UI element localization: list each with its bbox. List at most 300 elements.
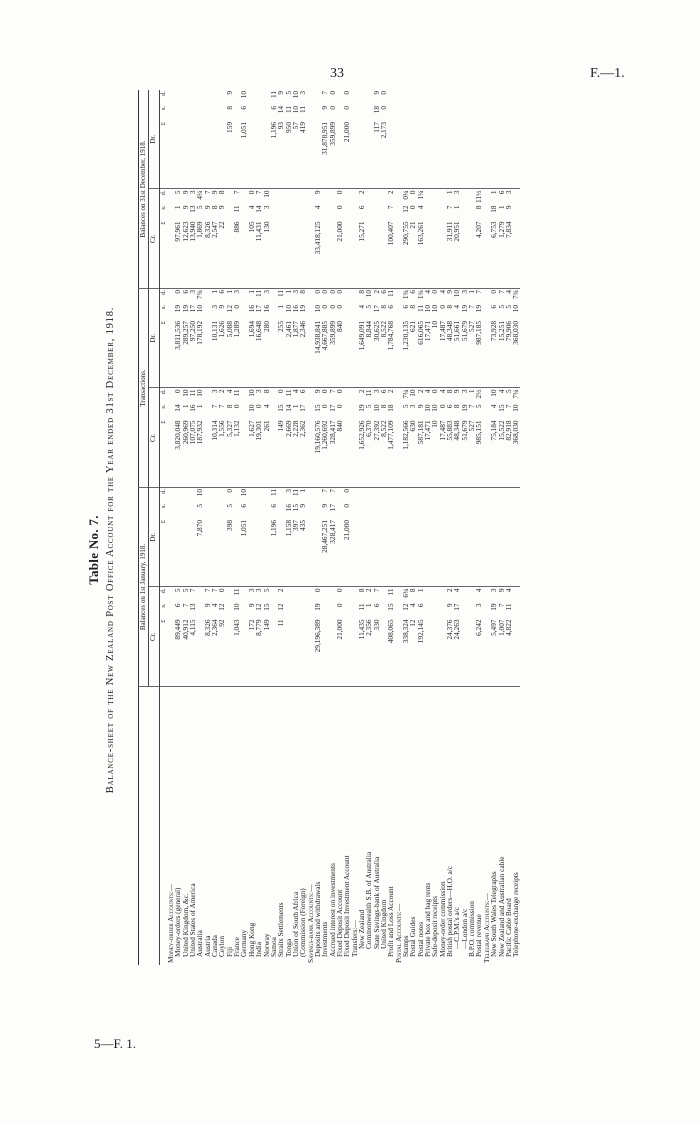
o-cr-pence: 11: [232, 588, 242, 596]
c-dr-pounds: 31,878,951: [320, 122, 330, 155]
t-cr-shillings: 1: [290, 404, 300, 409]
c-dr-pence: 7: [320, 91, 330, 95]
c-cr-pence: [285, 189, 292, 205]
o-cr-pounds: 89,449: [173, 619, 183, 640]
c-cr-shillings: 8: [474, 205, 484, 210]
c-cr-pence: 9: [210, 190, 220, 195]
t-cr-shillings: 5: [364, 404, 374, 409]
c-dr-shillings: [255, 105, 262, 120]
c-dr-pence: 9: [371, 91, 381, 95]
t-cr-pounds: 8,522: [379, 420, 388, 437]
t-cr-shillings: 4: [489, 404, 499, 409]
o-dr-pounds: 7,870: [195, 520, 205, 537]
t-dr-shillings: 4: [356, 305, 366, 309]
row-label: Transfers:—: [351, 687, 358, 966]
t-dr-pounds: 289,257: [180, 321, 190, 345]
c-cr-pounds: [343, 220, 350, 276]
o-cr-shillings: [292, 603, 299, 618]
t-dr-pence: 7¾: [511, 290, 521, 300]
o-dr-shillings: [351, 503, 358, 518]
c-dr-pounds: [182, 120, 189, 176]
table-row: [475, 90, 482, 965]
o-dr-pence: [358, 488, 365, 504]
o-dr-shillings: [387, 503, 394, 518]
o-cr-pence: 2: [276, 588, 286, 593]
o-dr-shillings: [505, 503, 512, 518]
c-cr-pounds: 22: [217, 221, 227, 229]
t-dr-pence: 6: [217, 290, 227, 294]
unit-pound: £: [159, 520, 167, 524]
t-dr-shillings: 6: [386, 305, 396, 309]
t-cr-pence: 0: [276, 389, 286, 394]
t-cr-pence: 10: [489, 389, 499, 397]
t-cr-pounds: 1,132: [232, 420, 242, 437]
rotated-table-page: [86, 80, 616, 1020]
t-dr-pounds: 178,192: [195, 321, 205, 345]
c-cr-pounds: 163,261: [415, 221, 425, 246]
o-cr-pounds: [461, 618, 468, 674]
row-label: Fixed Deposit Account: [336, 687, 343, 966]
c-cr-pence: 6: [496, 190, 506, 195]
o-cr-shillings: 11: [503, 603, 513, 611]
row-label: India: [255, 687, 262, 966]
t-cr-pence: 7¾: [401, 389, 411, 399]
c-cr-pence: 0: [408, 190, 418, 195]
c-dr-pence: 0: [342, 91, 352, 95]
c-dr-pence: [167, 90, 174, 105]
c-cr-shillings: 9: [503, 205, 513, 210]
c-dr-shillings: 0: [342, 106, 352, 110]
c-dr-pounds: [468, 120, 475, 176]
o-cr-shillings: 9: [445, 603, 455, 608]
c-dr-shillings: [402, 105, 409, 120]
o-dr-pence: [505, 488, 512, 504]
t-cr-pence: 0: [334, 389, 344, 394]
t-dr-pence: 11: [386, 290, 396, 298]
c-cr-pence: 9: [312, 190, 322, 195]
c-dr-pence: [468, 90, 475, 105]
o-dr-pence: 0: [224, 489, 234, 493]
o-cr-pence: [321, 587, 328, 603]
table-row: [424, 90, 431, 965]
o-dr-pounds: [387, 518, 394, 574]
t-dr-pence: 3: [232, 290, 242, 294]
table-row: [453, 90, 460, 965]
o-cr-pounds: 24,376: [445, 619, 455, 640]
row-label: Australia: [196, 687, 203, 966]
c-cr-pence: 0: [246, 190, 256, 195]
row-label: Fiji: [226, 687, 233, 966]
t-dr-pence: 6: [379, 290, 388, 294]
c-dr-pence: [358, 90, 365, 105]
c-dr-shillings: 0: [379, 106, 388, 110]
c-dr-pounds: [196, 120, 203, 176]
o-dr-shillings: [211, 503, 218, 518]
t-dr-pounds: 17,471: [423, 321, 433, 342]
t-cr-shillings: 10: [511, 404, 521, 412]
o-dr-shillings: [365, 503, 372, 518]
c-dr-pence: 0: [379, 91, 388, 95]
c-dr-shillings: [196, 105, 203, 120]
c-dr-pence: 10: [239, 91, 249, 99]
c-dr-pounds: [505, 120, 512, 176]
o-dr-shillings: [490, 503, 497, 518]
c-cr-pence: 2: [356, 190, 366, 195]
o-cr-shillings: 15: [386, 603, 396, 611]
o-dr-pounds: [204, 518, 211, 574]
c-dr-pounds: 159: [224, 122, 234, 133]
o-dr-pence: [174, 488, 181, 504]
t-cr-pounds: 107,075: [188, 420, 198, 445]
c-dr-shillings: [387, 105, 394, 120]
o-cr-pounds: 338,324: [401, 619, 411, 644]
t-cr-pence: 11: [364, 389, 374, 397]
c-cr-shillings: 13: [188, 205, 198, 213]
c-cr-pounds: 886: [232, 221, 242, 233]
table-row: [387, 90, 394, 965]
table-row: [461, 90, 468, 965]
t-dr-shillings: 17: [188, 305, 198, 313]
c-cr-shillings: [461, 205, 468, 220]
o-dr-pence: 7: [327, 489, 337, 493]
o-dr-pence: [182, 488, 189, 504]
c-cr-pounds: 21,000: [334, 221, 344, 242]
c-cr-shillings: 12: [401, 205, 411, 213]
c-dr-pounds: [211, 120, 218, 176]
c-dr-pence: [248, 90, 255, 105]
closing-cr-header: Cr.: [149, 189, 159, 289]
t-dr-pounds: 1,877: [290, 321, 300, 338]
t-dr-pounds: 1,230,135: [401, 321, 411, 351]
row-label: Money-order Accounts:—: [167, 687, 174, 966]
o-dr-pounds: [475, 518, 482, 574]
o-cr-pence: 3: [254, 588, 264, 593]
c-cr-shillings: 6: [356, 205, 366, 210]
o-dr-shillings: [307, 503, 314, 518]
c-dr-pence: 9: [276, 91, 286, 95]
c-dr-shillings: [453, 105, 460, 120]
t-cr-shillings: 15: [312, 404, 322, 412]
t-dr-pounds: 527: [467, 321, 477, 332]
c-dr-pence: [255, 90, 262, 105]
c-cr-pence: [461, 189, 468, 205]
c-cr-pence: 0¾: [401, 190, 411, 200]
o-cr-pounds: 4,822: [503, 619, 513, 636]
t-cr-shillings: 0: [254, 404, 264, 409]
t-dr-shillings: 1: [276, 305, 286, 309]
unit-pence: d.: [159, 588, 167, 594]
t-dr-pounds: 30,625: [371, 321, 381, 342]
c-dr-shillings: [358, 105, 365, 120]
o-dr-shillings: 6: [239, 504, 249, 508]
t-cr-shillings: [343, 404, 350, 419]
o-dr-shillings: [431, 503, 438, 518]
o-cr-shillings: 12: [254, 603, 264, 611]
c-dr-pence: 10: [290, 91, 300, 99]
c-cr-pounds: [321, 220, 328, 276]
t-dr-pence: 6: [180, 290, 190, 294]
o-dr-pence: [167, 488, 174, 504]
t-cr-shillings: 14: [283, 404, 293, 412]
unit-pound: £: [159, 420, 167, 424]
t-cr-shillings: 10: [246, 404, 256, 412]
o-dr-shillings: 17: [327, 504, 337, 512]
t-cr-pounds: 527: [467, 420, 477, 432]
c-dr-pence: [424, 90, 431, 105]
c-dr-pounds: [475, 120, 482, 176]
c-dr-pounds: [255, 120, 262, 176]
c-dr-shillings: [307, 105, 314, 120]
c-cr-pence: 8: [217, 190, 227, 195]
t-dr-pence: 1¾: [401, 290, 411, 300]
c-cr-shillings: [424, 205, 431, 220]
c-cr-pounds: [270, 220, 277, 276]
page-code: F.—1.: [590, 66, 625, 81]
o-cr-pounds: [321, 618, 328, 674]
t-dr-pence: 3: [290, 290, 300, 294]
o-cr-pence: 7: [371, 588, 381, 593]
c-dr-pounds: [204, 120, 211, 176]
c-cr-shillings: 4: [415, 205, 425, 210]
t-cr-pence: 10: [195, 389, 205, 397]
c-dr-pence: 0: [327, 91, 337, 95]
c-dr-shillings: [409, 105, 416, 120]
o-dr-pounds: [373, 518, 380, 574]
o-dr-pounds: [351, 518, 358, 574]
t-dr-shillings: 10: [423, 305, 433, 313]
c-dr-pence: [461, 90, 468, 105]
o-dr-pounds: [167, 518, 174, 574]
opening-cr-header: Cr.: [149, 587, 159, 687]
row-label: (Commission (Foreign): [299, 687, 306, 966]
c-cr-pounds: 105: [246, 221, 256, 233]
t-cr-shillings: 7: [210, 404, 220, 409]
c-cr-pounds: [373, 220, 380, 276]
o-cr-pounds: 11: [276, 619, 286, 627]
c-cr-pounds: 1,869: [195, 221, 205, 238]
o-cr-pence: [285, 587, 292, 603]
row-label: Postal Accounts:—: [395, 687, 402, 966]
row-label: Hong Kong: [248, 687, 255, 966]
t-cr-pence: 4: [437, 389, 447, 394]
o-cr-shillings: 6: [415, 603, 425, 608]
t-dr-pence: 3: [261, 290, 271, 294]
c-cr-pounds: [285, 220, 292, 276]
t-dr-shillings: 19: [180, 305, 190, 313]
unit-pence: d.: [159, 190, 167, 196]
o-cr-pence: 2: [445, 588, 455, 593]
c-cr-pounds: 7,834: [503, 221, 513, 238]
o-dr-pence: [409, 488, 416, 504]
t-cr-pence: 3: [459, 389, 469, 394]
c-cr-shillings: 1: [173, 205, 183, 210]
o-cr-pence: 2: [364, 588, 374, 593]
c-cr-shillings: [277, 205, 284, 220]
o-dr-shillings: [483, 503, 490, 518]
o-dr-pounds: [461, 518, 468, 574]
c-cr-shillings: [343, 205, 350, 220]
c-cr-pence: 5: [173, 190, 183, 195]
o-dr-shillings: [498, 503, 505, 518]
unit-pound: £: [159, 619, 167, 623]
c-dr-shillings: [211, 105, 218, 120]
t-dr-pence: 7: [496, 290, 506, 294]
c-cr-pounds: 1,279: [496, 221, 506, 238]
t-cr-shillings: 8: [224, 404, 234, 409]
t-cr-pounds: 55,883: [445, 420, 455, 441]
t-dr-pounds: 14,938,841: [312, 321, 322, 354]
c-cr-pence: [299, 189, 306, 205]
transactions-cr-header: Cr.: [149, 388, 159, 488]
o-dr-pounds: 1,158: [283, 520, 293, 537]
o-cr-shillings: 4: [210, 603, 220, 608]
o-dr-pounds: [431, 518, 438, 574]
c-dr-pounds: 419: [298, 122, 308, 133]
c-dr-pence: [483, 90, 490, 105]
c-cr-pence: 7: [254, 190, 264, 195]
t-dr-pence: 0: [320, 290, 330, 294]
t-dr-pounds: 1,289: [232, 321, 242, 338]
c-dr-shillings: 10: [290, 106, 300, 114]
o-dr-pence: [373, 488, 380, 504]
t-dr-pence: 4: [503, 290, 513, 294]
o-cr-pounds: [512, 618, 519, 674]
o-dr-pence: [417, 488, 424, 504]
row-label: Investments: [321, 687, 328, 966]
unit-shilling: s.: [159, 305, 167, 310]
o-cr-pounds: 40,912: [180, 619, 190, 640]
o-dr-pence: 1: [298, 489, 308, 493]
unit-pound: £: [159, 122, 167, 126]
o-dr-pence: [483, 488, 490, 504]
c-dr-pence: [182, 90, 189, 105]
row-label: Tonga: [285, 687, 292, 966]
t-cr-pounds: 27,392: [371, 420, 381, 441]
t-cr-pounds: 1,260,692: [320, 420, 330, 450]
o-dr-pence: [402, 488, 409, 504]
c-dr-shillings: [174, 105, 181, 120]
o-dr-shillings: [174, 503, 181, 518]
o-dr-shillings: [512, 503, 519, 518]
t-dr-pence: 4: [437, 290, 447, 294]
c-cr-shillings: 14: [254, 205, 264, 213]
o-cr-pounds: 408,065: [386, 619, 396, 644]
o-cr-pence: 0: [334, 588, 344, 593]
o-dr-pounds: [409, 518, 416, 574]
c-cr-pounds: 4,207: [474, 221, 484, 238]
t-dr-pounds: 840: [334, 321, 344, 332]
o-dr-shillings: [417, 503, 424, 518]
t-dr-shillings: 16: [261, 305, 271, 313]
c-cr-pounds: 11,431: [254, 221, 264, 242]
c-dr-shillings: 6: [239, 106, 249, 110]
t-dr-pounds: [343, 319, 350, 375]
c-cr-pounds: 97,961: [173, 221, 183, 242]
o-cr-pence: 3: [489, 588, 499, 593]
o-dr-shillings: 9: [320, 504, 330, 508]
c-dr-pence: 9: [224, 91, 234, 95]
t-dr-pounds: 359,899: [327, 321, 337, 345]
c-cr-shillings: [512, 205, 519, 220]
row-label: Accrued interest on investments: [329, 687, 336, 966]
o-cr-shillings: 4: [408, 603, 418, 608]
o-dr-pounds: 397: [290, 520, 300, 531]
o-cr-shillings: 19: [489, 603, 499, 611]
o-cr-shillings: 15: [261, 603, 271, 611]
t-cr-pence: 7: [327, 389, 337, 394]
c-cr-pence: [373, 189, 380, 205]
row-label: Postal Guides: [409, 687, 416, 966]
o-dr-pounds: [453, 518, 460, 574]
o-cr-pounds: 29,196,389: [312, 619, 322, 653]
o-dr-pounds: [365, 518, 372, 574]
o-dr-pounds: [174, 518, 181, 574]
o-dr-pounds: 28,467,251: [320, 520, 330, 553]
o-dr-shillings: 5: [224, 504, 234, 508]
o-cr-pounds: 2,356: [364, 619, 374, 636]
row-label: Ceylon: [218, 687, 225, 966]
c-dr-pence: [409, 90, 416, 105]
c-dr-shillings: [189, 105, 196, 120]
c-dr-pounds: [167, 120, 174, 176]
c-cr-pounds: [512, 220, 519, 276]
t-dr-pence: 1: [210, 290, 220, 294]
t-cr-shillings: 1: [195, 404, 205, 409]
t-dr-shillings: 0: [320, 305, 330, 309]
t-cr-pence: 6: [298, 389, 308, 394]
t-dr-pounds: 1,784,768: [386, 321, 396, 351]
c-cr-shillings: 1: [452, 205, 462, 210]
c-cr-shillings: 3: [261, 205, 271, 210]
o-cr-pounds: [285, 618, 292, 674]
row-label: —C.P.M.'s a/c: [453, 687, 460, 966]
c-dr-pence: [351, 90, 358, 105]
c-cr-pounds: 20,951: [452, 221, 462, 242]
o-cr-pounds: [299, 618, 306, 674]
row-label: Stamps: [402, 687, 409, 966]
o-cr-pence: 5: [180, 588, 190, 593]
o-dr-pence: [211, 488, 218, 504]
o-cr-pence: [424, 587, 431, 603]
c-cr-pence: [424, 189, 431, 205]
c-cr-pence: 1: [445, 190, 455, 195]
t-cr-shillings: 5: [474, 404, 484, 409]
o-dr-shillings: [167, 503, 174, 518]
row-label: United Kingdom, &c.: [182, 687, 189, 966]
t-cr-shillings: 0: [232, 404, 242, 409]
c-cr-pounds: [424, 220, 431, 276]
c-dr-shillings: [512, 105, 519, 120]
c-dr-pence: [204, 90, 211, 105]
t-cr-pounds: 260,969: [180, 420, 190, 445]
c-dr-pence: [417, 90, 424, 105]
t-dr-shillings: 8: [408, 305, 418, 309]
c-dr-shillings: 11: [283, 106, 293, 114]
unit-pence: d.: [159, 91, 167, 96]
row-label: State Savings-bank of Australia: [373, 687, 380, 966]
c-dr-pounds: [189, 120, 196, 176]
o-dr-pounds: [498, 518, 505, 574]
c-dr-pence: [431, 90, 438, 105]
c-cr-pence: 9: [180, 190, 190, 195]
o-cr-pence: 0: [312, 588, 322, 593]
c-dr-shillings: [475, 105, 482, 120]
o-cr-shillings: 1: [364, 603, 374, 608]
table-row: [512, 90, 519, 965]
t-cr-pounds: 630: [408, 420, 418, 432]
unit-row: [159, 90, 167, 965]
c-dr-pounds: 2,173: [379, 122, 388, 139]
